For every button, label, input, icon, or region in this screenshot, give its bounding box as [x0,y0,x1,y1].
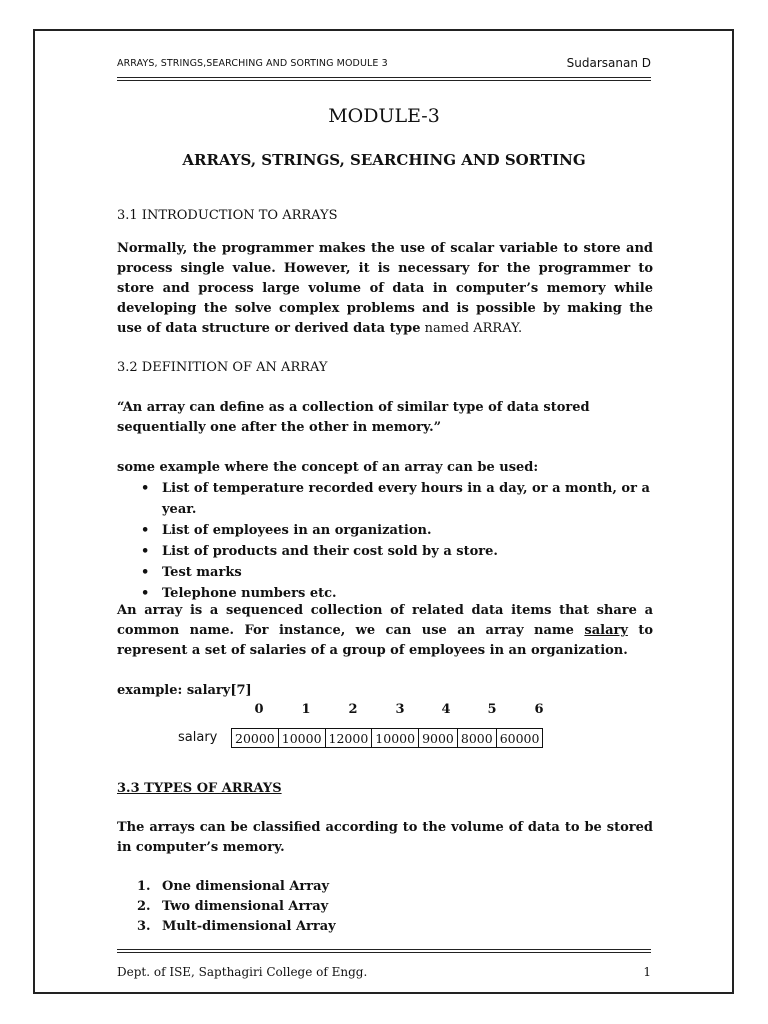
array-description [117,601,653,661]
array-cell: 10000 [372,729,419,748]
list-item [117,897,653,917]
list-number: 2. [137,899,151,914]
list-item [117,877,653,897]
intro-text-a: Normally, the programmer makes the use of scalar variable to store and process single value. However, it is necessary for the programmer to store and process large volume of data in computer’s memory while developing the solve complex problems and is possible by making the use of [117,241,653,336]
section-3-3-heading [117,779,653,799]
examples-list [117,478,653,604]
desc-bold-salary: salary [584,623,628,638]
header-author: Sudarsanan D [566,56,651,70]
list-item: • Telephone numbers etc. [117,583,653,604]
footer-rule-bottom [117,952,651,953]
list-item: • List of employees in an organization. [117,520,653,541]
intro-text-or: or [269,321,295,336]
list-label: Two dimensional Array [162,899,329,914]
array-index: 2 [348,702,358,717]
salary-array-table [231,728,543,748]
array-definition: “An array can define as a collection of similar type of data stored sequentially one after the other in memory.” [117,400,590,435]
array-index: 5 [487,702,497,717]
intro-text-b: named ARRAY. [420,321,523,336]
array-index: 6 [534,702,544,717]
array-cell: 60000 [496,729,543,748]
examples-intro: some example where the concept of an array can be used: [117,460,539,475]
section-3-3-heading-text: 3.3 TYPES OF ARRAYS [117,781,282,796]
header-rule-top [117,77,651,78]
example-label: example: salary[7] [117,683,252,698]
array-types-wrap [117,877,653,937]
running-footer [117,965,651,981]
array-cell: 8000 [457,729,496,748]
array-cell: 12000 [325,729,372,748]
intro-bold-derived-type: derived data type [294,321,421,336]
intro-bold-data-structure: data structure [165,321,270,336]
array-cell: 10000 [278,729,325,748]
page-number: 1 [643,965,651,979]
header-title: ARRAYS, STRINGS,SEARCHING AND SORTING MODULE 3 [117,58,388,69]
footer-rule-top [117,949,651,950]
list-number: 1. [137,879,151,894]
list-item: • Test marks [117,562,653,583]
array-types-list [117,877,653,937]
desc-text-a: An array is a sequenced collection of related data items that share a common name. For instance, we can use an array name [117,603,653,638]
array-index: 4 [441,702,451,717]
module-subtitle: ARRAYS, STRINGS, SEARCHING AND SORTING [182,151,586,169]
section-3-1-paragraph [117,239,653,339]
array-index: 1 [301,702,311,717]
array-cell: 20000 [232,729,279,748]
array-index: 3 [395,702,405,717]
list-label: Mult-dimensional Array [162,919,336,934]
running-header [117,58,651,72]
module-title: MODULE-3 [328,105,440,127]
table-row [232,729,543,748]
array-index: 0 [254,702,264,717]
array-cell: 9000 [419,729,458,748]
list-item: • List of products and their cost sold by a store. [117,541,653,562]
section-3-3-paragraph: The arrays can be classified according to the volume of data to be stored in computer’s memory. [117,820,653,855]
section-3-2-heading: 3.2 DEFINITION OF AN ARRAY [117,360,328,375]
list-item: • List of temperature recorded every hours in a day, or a month, or a year. [117,478,653,520]
examples-list-wrap [117,478,653,604]
list-label: One dimensional Array [162,879,330,894]
array-name-label: salary [178,730,218,745]
desc-text-b: to represent a set of salaries of a group of employees in an organization. [117,623,654,658]
list-number: 3. [137,919,151,934]
header-rule-bottom [117,80,651,81]
list-item [117,917,653,937]
section-3-1-heading: 3.1 INTRODUCTION TO ARRAYS [117,208,338,223]
footer-department: Dept. of ISE, Sapthagiri College of Engg. [117,965,368,979]
